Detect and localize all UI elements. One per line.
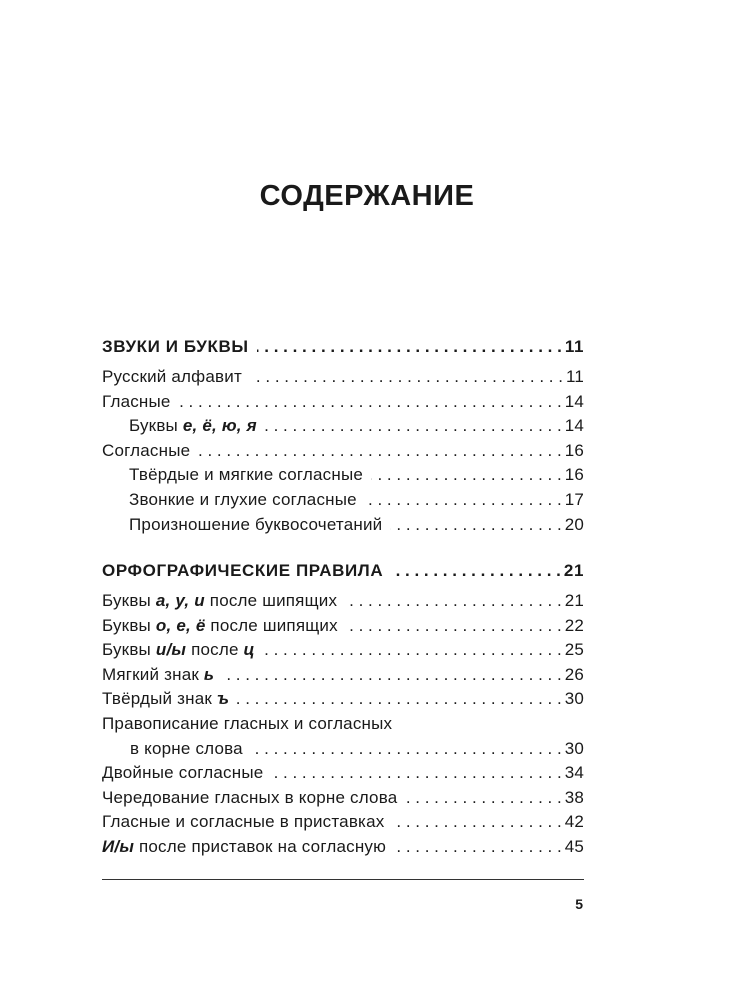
dot-leader xyxy=(237,687,562,711)
dot-leader xyxy=(265,414,562,438)
entry-page-number: 21 xyxy=(563,561,584,580)
emphasized-letters: ц xyxy=(243,640,255,660)
entry-title xyxy=(102,589,337,613)
entry-page-number: 16 xyxy=(564,440,584,460)
entry-title xyxy=(102,687,229,711)
toc-entry[interactable] xyxy=(102,439,584,463)
entry-page-number: 38 xyxy=(564,787,584,807)
toc-entry[interactable] xyxy=(102,614,584,638)
title-text: Буквы xyxy=(102,591,156,610)
emphasized-letters: ъ xyxy=(216,689,230,709)
entry-title xyxy=(102,390,171,414)
entry-page-number: 26 xyxy=(564,664,584,684)
entry-title xyxy=(129,463,363,487)
page-title: СОДЕРЖАНИЕ xyxy=(259,180,475,212)
entry-page-number: 30 xyxy=(564,738,584,758)
dot-leader xyxy=(250,365,563,389)
entry-page-number: 25 xyxy=(564,640,584,660)
title-text: Буквы xyxy=(102,615,156,635)
title-text: Правописание гласных и согласных xyxy=(102,714,393,733)
toc-entry[interactable] xyxy=(102,414,584,438)
entry-title xyxy=(102,638,255,662)
entry-title xyxy=(102,614,338,638)
toc-entry[interactable] xyxy=(102,513,584,537)
dot-leader xyxy=(390,513,561,537)
toc-entry[interactable] xyxy=(102,835,584,859)
section-heading[interactable] xyxy=(102,559,584,583)
title-text: после приставок на согласную xyxy=(134,837,387,856)
toc-entry[interactable] xyxy=(102,663,584,687)
dot-leader xyxy=(179,390,562,414)
dot-leader xyxy=(263,638,562,662)
toc-entry[interactable] xyxy=(102,589,584,613)
toc-entry[interactable] xyxy=(102,786,584,810)
title-text: после шипящих xyxy=(204,591,338,610)
entry-page-number: 42 xyxy=(564,812,584,832)
title-text: Русский алфавит xyxy=(102,367,242,386)
dot-leader xyxy=(394,835,562,859)
entry-page-number: 22 xyxy=(564,615,584,635)
title-text: Чередование гласных в корне слова xyxy=(102,787,398,807)
entry-page-number: 21 xyxy=(564,591,584,610)
toc-entry[interactable] xyxy=(102,712,584,736)
entry-title xyxy=(130,737,243,761)
dot-leader xyxy=(271,761,561,785)
entry-title xyxy=(102,365,242,389)
entry-title xyxy=(129,513,382,537)
title-text: ЗВУКИ И БУКВЫ xyxy=(102,337,249,356)
toc-entry[interactable] xyxy=(102,488,584,512)
entry-title xyxy=(102,761,263,785)
title-text: после xyxy=(186,640,244,660)
dot-leader xyxy=(222,663,561,687)
title-text: Согласные xyxy=(102,440,191,460)
title-text: Гласные xyxy=(102,391,171,411)
footer-divider xyxy=(102,879,584,880)
dot-leader xyxy=(365,488,562,512)
entry-title xyxy=(102,439,190,463)
title-text: Твёрдый знак xyxy=(102,689,217,709)
entry-page-number: 14 xyxy=(564,391,584,411)
toc-entry[interactable] xyxy=(102,638,584,662)
entry-title xyxy=(102,559,383,583)
emphasized-letters: е, ё, ю, я xyxy=(182,416,257,436)
entry-title xyxy=(129,488,357,512)
dot-leader xyxy=(371,463,562,487)
toc-entry[interactable] xyxy=(102,737,584,761)
title-text: Гласные и согласные в приставках xyxy=(102,812,385,832)
emphasized-letters: И/ы xyxy=(102,837,135,856)
title-text: Твёрдые и мягкие согласные xyxy=(129,465,364,485)
dot-leader xyxy=(251,737,562,761)
dot-leader xyxy=(391,559,561,583)
toc-entry[interactable] xyxy=(102,687,584,711)
emphasized-letters: ь xyxy=(203,664,215,684)
dot-leader xyxy=(392,810,561,834)
entry-title xyxy=(102,335,249,359)
entry-title xyxy=(129,414,257,438)
title-text: Двойные согласные xyxy=(102,763,264,783)
entry-page-number: 17 xyxy=(564,490,584,509)
page-number: 5 xyxy=(575,896,583,912)
section-heading[interactable] xyxy=(102,335,584,359)
entry-page-number: 34 xyxy=(564,763,584,783)
entry-title xyxy=(102,810,384,834)
title-text: Звонкие и глухие согласные xyxy=(129,490,357,509)
dot-leader xyxy=(257,335,562,359)
entry-page-number: 45 xyxy=(564,837,584,856)
entry-page-number: 11 xyxy=(565,367,584,386)
emphasized-letters: о, е, ё xyxy=(155,615,206,635)
entry-title xyxy=(102,663,214,687)
title-text: после шипящих xyxy=(205,615,338,635)
title-text: в корне слова xyxy=(130,738,243,758)
dot-leader xyxy=(346,614,562,638)
entry-title xyxy=(102,835,386,859)
toc-entry[interactable] xyxy=(102,463,584,487)
entry-title xyxy=(102,712,392,736)
title-text: Буквы xyxy=(129,416,183,436)
entry-page-number: 16 xyxy=(564,465,584,485)
entry-page-number: 14 xyxy=(564,416,584,436)
toc-entry[interactable] xyxy=(102,390,584,414)
dot-leader xyxy=(198,439,561,463)
toc-entry[interactable] xyxy=(102,365,584,389)
title-text: ОРФОГРАФИЧЕСКИЕ ПРАВИЛА xyxy=(102,561,384,580)
dot-leader xyxy=(405,786,561,810)
dot-leader xyxy=(345,589,562,613)
emphasized-letters: и/ы xyxy=(155,640,187,660)
emphasized-letters: а, у, и xyxy=(155,591,205,610)
entry-title xyxy=(102,786,397,810)
entry-page-number: 11 xyxy=(564,337,584,356)
entry-page-number: 20 xyxy=(564,514,584,534)
title-text: Буквы xyxy=(102,640,156,660)
toc-entry[interactable] xyxy=(102,761,584,785)
entry-page-number: 30 xyxy=(564,689,584,709)
title-text: Произношение буквосочетаний xyxy=(129,514,383,534)
title-text: Мягкий знак xyxy=(102,664,204,684)
toc-entry[interactable] xyxy=(102,810,584,834)
